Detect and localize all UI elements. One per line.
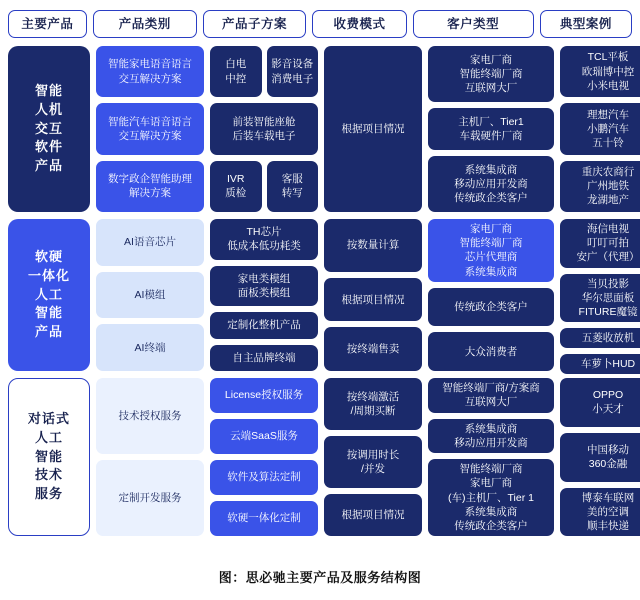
fee-box: 按终端售卖	[324, 327, 422, 371]
sub-box: 家电类模组 面板类模组	[210, 266, 318, 307]
sub-row	[210, 46, 318, 97]
band-conversational-ai-services	[8, 378, 635, 536]
fee-box: 按终端激活 /周期买断	[324, 378, 422, 430]
header-fee-model: 收费模式	[312, 10, 406, 38]
case-box: 重庆农商行 广州地铁 龙湖地产	[560, 161, 640, 212]
customer-box: 传统政企类客户	[428, 288, 554, 327]
fee-column-band2	[324, 219, 422, 371]
customer-column-band1	[428, 46, 554, 212]
case-box: 当贝投影 华尔思面板 FITURE魔镜	[560, 274, 640, 323]
sub-box: 客服 转写	[267, 161, 319, 212]
case-box: OPPO 小天才	[560, 378, 640, 427]
sub-box: 软硬一体化定制	[210, 501, 318, 536]
case-column-band1	[560, 46, 640, 212]
fee-box: 根据项目情况	[324, 278, 422, 322]
band-smart-hmi-software	[8, 46, 635, 212]
sub-box: License授权服务	[210, 378, 318, 413]
sub-box: IVR 质检	[210, 161, 262, 212]
header-customer-type: 客户类型	[413, 10, 534, 38]
sub-row	[210, 161, 318, 212]
fee-box: 按调用时长 /并发	[324, 436, 422, 488]
customer-column-band2	[428, 219, 554, 371]
sub-column-band3	[210, 378, 318, 536]
category-conversational-ai-services: 对话式 人工 智能 技术 服务	[8, 378, 90, 536]
sub-box: 云端SaaS服务	[210, 419, 318, 454]
type-box: 智能汽车语音语言 交互解决方案	[96, 103, 204, 154]
type-box: AI模组	[96, 272, 204, 319]
sub-box: 白电 中控	[210, 46, 262, 97]
case-box: 理想汽车 小鹏汽车 五十铃	[560, 103, 640, 154]
sub-box: 前装智能座舱 后装车载电子	[210, 103, 318, 154]
fee-box: 根据项目情况	[324, 46, 422, 212]
customer-box: 家电厂商 智能终端厂商 芯片代理商 系统集成商	[428, 219, 554, 282]
customer-box: 系统集成商 移动应用开发商 传统政企类客户	[428, 156, 554, 212]
sub-box: 影音设备 消费电子	[267, 46, 319, 97]
fee-column-band3	[324, 378, 422, 536]
customer-column-band3	[428, 378, 554, 536]
case-column-band3	[560, 378, 640, 536]
type-box: 技术授权服务	[96, 378, 204, 454]
sub-box: 自主品牌终端	[210, 345, 318, 371]
type-box: AI语音芯片	[96, 219, 204, 266]
case-box: 中国移动 360金融	[560, 433, 640, 482]
customer-box: 智能终端厂商 家电厂商 (车)主机厂、Tier 1 系统集成商 传统政企类客户	[428, 459, 554, 536]
customer-box: 主机厂、Tier1 车载硬件厂商	[428, 108, 554, 150]
header-sub-solution: 产品子方案	[203, 10, 307, 38]
sub-box: 软件及算法定制	[210, 460, 318, 495]
type-box: 智能家电语音语言 交互解决方案	[96, 46, 204, 97]
header-product-type: 产品类别	[93, 10, 197, 38]
case-box: TCL平板 欧瑞博中控 小米电视	[560, 46, 640, 97]
type-column-band3	[96, 378, 204, 536]
fee-box: 根据项目情况	[324, 494, 422, 536]
fee-box: 按数量计算	[324, 219, 422, 272]
figure-caption: 图：思必驰主要产品及服务结构图	[218, 570, 422, 585]
header-typical-case: 典型案例	[540, 10, 632, 38]
type-box: 定制开发服务	[96, 460, 204, 536]
customer-box: 系统集成商 移动应用开发商	[428, 419, 554, 454]
type-column-band1	[96, 46, 204, 212]
case-column-band2	[560, 219, 640, 371]
sub-box: 定制化整机产品	[210, 312, 318, 338]
type-box: 数字政企智能助理 解决方案	[96, 161, 204, 212]
type-column-band2	[96, 219, 204, 371]
customer-box: 智能终端厂商/方案商 互联网大厂	[428, 378, 554, 413]
customer-box: 大众消费者	[428, 332, 554, 371]
customer-box: 家电厂商 智能终端厂商 互联网大厂	[428, 46, 554, 102]
case-box: 海信电视 叮叮可拍 安广（代理）	[560, 219, 640, 268]
type-box: AI终端	[96, 324, 204, 371]
case-box: 五菱收放机	[560, 328, 640, 348]
sub-column-band1	[210, 46, 318, 212]
sub-column-band2	[210, 219, 318, 371]
header-row	[8, 10, 632, 38]
sub-box: TH芯片 低成本低功耗类	[210, 219, 318, 260]
category-smart-hmi-software: 智能 人机 交互 软件 产品	[8, 46, 90, 212]
band-integrated-ai-products	[8, 219, 640, 371]
header-main-product: 主要产品	[8, 10, 87, 38]
case-box: 车萝卜HUD	[560, 354, 640, 374]
fee-column-band1	[324, 46, 422, 212]
category-integrated-ai-products: 软硬 一体化 人工 智能 产品	[8, 219, 90, 371]
case-box: 博泰车联网 美的空调 顺丰快递	[560, 488, 640, 537]
